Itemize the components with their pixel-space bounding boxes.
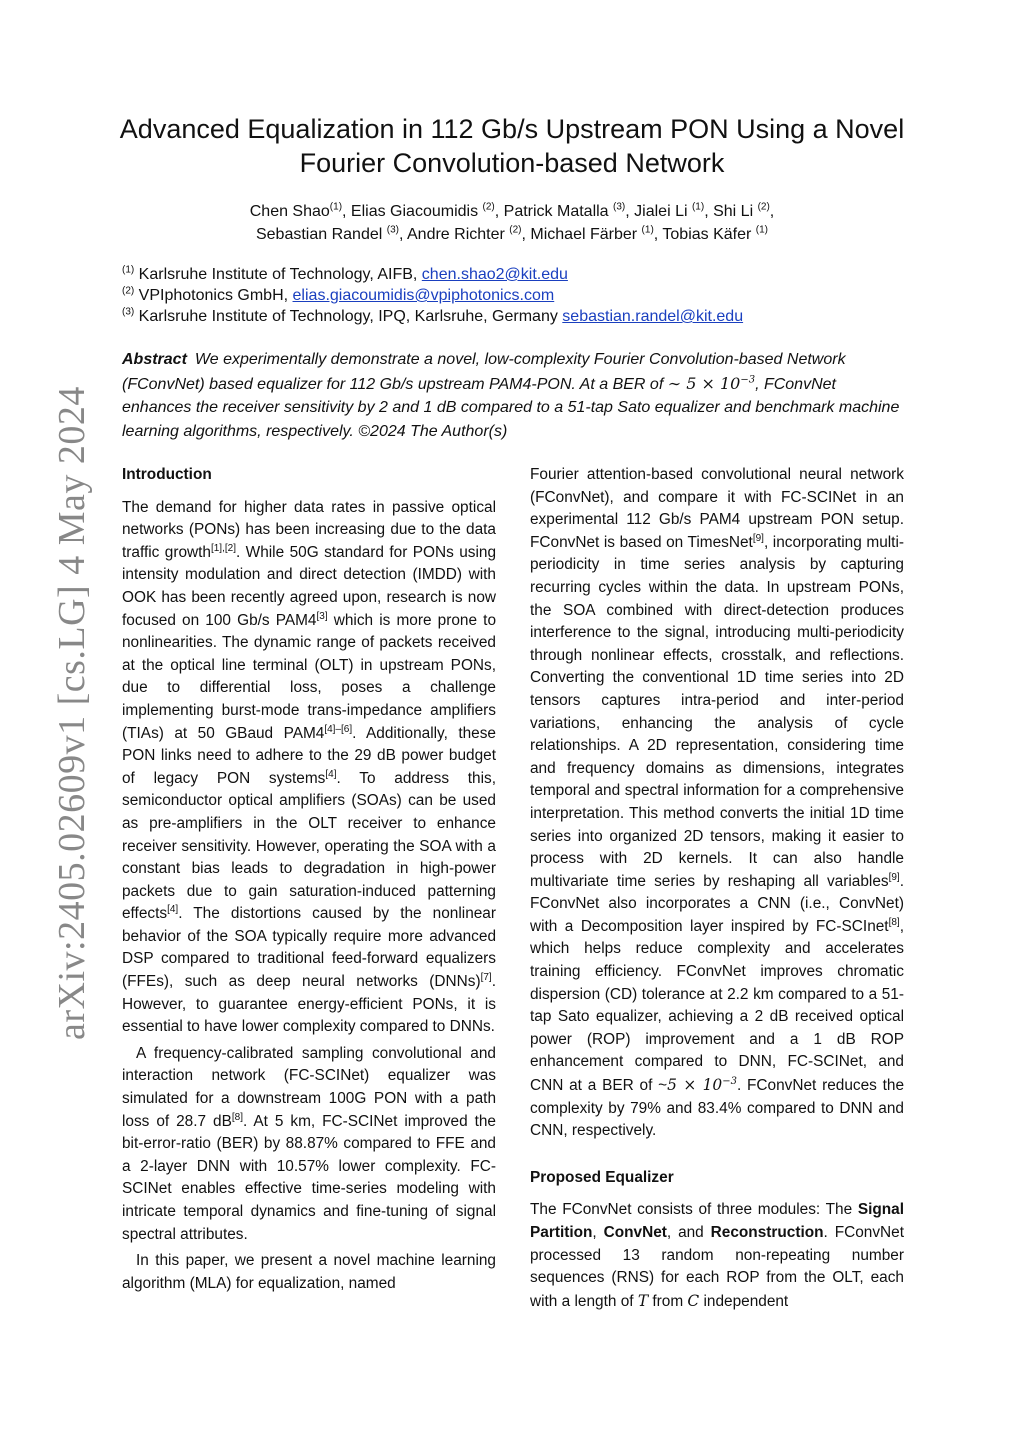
author-separator: ,	[494, 203, 504, 220]
module-name: Signal Partition	[530, 1201, 904, 1241]
text-run: ,	[592, 1224, 604, 1241]
author-separator: ,	[342, 203, 351, 220]
affiliation-number: (3)	[122, 306, 135, 318]
right-column	[530, 464, 904, 1313]
author-affiliation: (2)	[757, 201, 770, 213]
affiliation-3	[122, 306, 902, 327]
author-affiliation: (3)	[613, 201, 626, 213]
abstract	[122, 348, 904, 443]
section-heading-introduction: Introduction	[122, 466, 212, 483]
module-name: ConvNet	[603, 1224, 667, 1241]
author-affiliation: (1)	[329, 201, 343, 213]
author-line-2	[100, 223, 924, 246]
citation: [9]	[888, 871, 900, 883]
paper-title	[100, 112, 924, 180]
affiliation-text: Karlsruhe Institute of Technology, IPQ, Karlsruhe, Germany	[134, 308, 563, 325]
author: Elias Giacoumidis	[350, 203, 483, 220]
inline-math: 5 × 10	[667, 1076, 723, 1095]
paragraph	[122, 1043, 496, 1246]
text-run: . However, to guarantee energy-efficient PONs, it is essential to have lower complexity compared to DNNs.	[122, 973, 496, 1036]
citation: [4]	[167, 904, 179, 916]
module-name: Reconstruction	[710, 1224, 824, 1241]
email-link[interactable]: elias.giacoumidis@vpiphotonics.com	[292, 287, 555, 304]
abstract-text-end: , FConvNet enhances the receiver sensitivity by 2 and 1 dB compared to a 51-tap Sato equalizer and benchmark machine learning algorithms, respectively. ©2024 The Author(s)	[122, 375, 900, 440]
author-affiliation: (1)	[641, 224, 654, 236]
text-run: . FConvNet also incorporates a CNN (i.e., ConvNet) with a Decomposition layer inspired by FC-SCInet	[530, 872, 904, 935]
inline-math: C	[687, 1291, 700, 1310]
affiliation-2	[122, 285, 902, 306]
affiliation-1	[122, 264, 902, 285]
author-separator: ,	[704, 203, 714, 220]
abstract-math: ∼ 5 × 10	[667, 373, 741, 393]
text-run: which is more prone to nonlinearities. The dynamic range of packets received at the optical line terminal (OLT) in upstream PONs, due to differential loss, poses a challenge implementing burst-mode trans-impedance amplifiers (TIAs) at 50 GBaud PAM4	[122, 611, 497, 742]
affiliation-text: VPIphotonics GmbH,	[134, 287, 293, 304]
author-line-1	[100, 200, 924, 223]
citation: [8]	[231, 1111, 243, 1123]
author: Shi Li	[713, 203, 758, 220]
email-link[interactable]: sebastian.randel@kit.edu	[562, 308, 744, 325]
text-run: . FConvNet reduces the complexity by 79% and 83.4% compared to DNN and CNN, respectively.	[530, 1077, 905, 1140]
author-affiliation: (2)	[509, 224, 522, 236]
text-run: from	[648, 1292, 688, 1310]
text-run: . At 5 km, FC-SCINet improved the bit-error-ratio (BER) by 88.87% compared to FFE and a 2-layer DNN with 10.57% lower complexity. FC-SCINet enables effective time-series modeling with intricate temporal dynamics and fine-tuning of signal spectral attributes.	[122, 1112, 496, 1243]
author-separator: ,	[398, 226, 407, 243]
affiliations	[122, 264, 902, 327]
text-run: A frequency-calibrated sampling convolutional and interaction network (FC-SCINet) equalizer was simulated for a downstream 100G PON with a path loss of 28.7 dB	[122, 1044, 496, 1130]
author-affiliation: (1)	[755, 224, 769, 236]
inline-math: T	[637, 1291, 649, 1310]
title-line-2: Fourier Convolution-based Network	[299, 148, 725, 178]
text-run: , incorporating multi-periodicity in time series analysis by capturing recurring cycles within the data. In upstream PONs, the SOA combined with direct-detection produces interference to the signal, introducing multi-periodicity through nonlinear effects, crosstalk, and reflections. Converting the conventional 1D time series into 2D tensors captures intra-period and inter-period variations, enhancing the analysis of cycle relationships. A 2D representation, considering time and frequency domains as dimensions, integrates temporal and spectral information for a comprehensive interpretation. This method converts the initial 1D time series into organized 2D tensors, making it easier to process with 2D kernels. It can also handle multivariate time series by reshaping all variables	[530, 533, 904, 890]
paragraph	[530, 464, 904, 1143]
title-line-1: Advanced Equalization in 112 Gb/s Upstream PON Using a Novel	[119, 114, 905, 144]
author: Sebastian Randel	[255, 226, 387, 243]
author-affiliation: (2)	[482, 201, 495, 213]
paragraph	[530, 1199, 904, 1313]
text-run: . Additionally, these PON links need to adhere to the 29 dB power budget of legacy PON systems	[122, 724, 496, 787]
left-column	[122, 464, 496, 1295]
citation: [3]	[316, 610, 328, 622]
text-run: The demand for higher data rates in passive optical networks (PONs) has been increasing due to the data traffic growth	[122, 498, 496, 561]
author: Patrick Matalla	[503, 203, 614, 220]
abstract-label: Abstract	[122, 351, 187, 368]
author-separator: ,	[521, 226, 531, 243]
author-separator: ,	[769, 203, 775, 220]
citation: [1],[2]	[210, 542, 236, 554]
email-link[interactable]: chen.shao2@kit.edu	[421, 266, 568, 283]
author: Andre Richter	[407, 226, 510, 243]
arxiv-identifier: arXiv:2405.02609v1 [cs.LG] 4 May 2024	[51, 386, 93, 1040]
citation: [9]	[752, 532, 764, 544]
text-run: independent	[699, 1292, 789, 1310]
text-run: . FConvNet processed 13 random non-repeating number sequences (RNS) for each ROP from the OLT, each with a length of	[530, 1224, 904, 1310]
affiliation-number: (2)	[122, 285, 135, 297]
citation: [7]	[480, 971, 492, 983]
author: Tobias Käfer	[662, 226, 756, 243]
text-run: . While 50G standard for PONs using intensity modulation and direct detection (IMDD) with OOK has been recently agreed upon, research is now focused on 100 Gb/s PAM4	[122, 543, 497, 629]
text-run: , and	[666, 1224, 711, 1241]
paragraph: In this paper, we present a novel machine learning algorithm (MLA) for equalization, named	[122, 1252, 496, 1292]
text-run: , which helps reduce complexity and accelerates training efficiency. FConvNet improves chromatic dispersion (CD) tolerance at 2.2 km compared to a 51-tap Sato equalizer, achieving a 2 dB received optical power (ROP) improvement and a 1 dB ROP enhancement compared to DNN, FC-SCINet, and CNN at a BER of ~	[530, 917, 904, 1095]
author-affiliation: (3)	[386, 224, 399, 236]
text-run: The FConvNet consists of three modules: The	[530, 1201, 858, 1219]
author: Michael Färber	[530, 226, 642, 243]
paragraph	[122, 497, 496, 1039]
citation: [8]	[888, 916, 900, 928]
citation: [4]–[6]	[324, 723, 353, 735]
text-run: . The distortions caused by the nonlinear behavior of the SOA typically require more advanced DSP compared to traditional feed-forward equalizers (FFEs), such as deep neural networks (DNNs)	[122, 905, 496, 991]
author: Jialei Li	[634, 203, 692, 220]
author-list	[100, 200, 924, 246]
author-affiliation: (1)	[691, 201, 705, 213]
inline-math-exponent: −3	[722, 1075, 737, 1087]
citation: [4]	[325, 768, 337, 780]
affiliation-number: (1)	[122, 264, 135, 276]
abstract-math-exponent: −3	[740, 374, 756, 386]
author-separator: ,	[625, 203, 635, 220]
affiliation-text: Karlsruhe Institute of Technology, AIFB,	[134, 266, 422, 283]
author: Chen Shao	[249, 203, 330, 220]
author-separator: ,	[653, 226, 663, 243]
text-run: Fourier attention-based convolutional neural network (FConvNet), and compare it with FC-SCINet in an experimental 112 Gb/s PAM4 upstream PON setup. FConvNet is based on TimesNet	[530, 466, 904, 551]
section-heading-proposed-equalizer: Proposed Equalizer	[530, 1168, 674, 1186]
abstract-text: We experimentally demonstrate a novel, low-complexity Fourier Convolution-based Network (FConvNet) based equalizer for 112 Gb/s upstream PAM4-PON. At a BER of	[122, 351, 846, 393]
text-run: . To address this, semiconductor optical amplifiers (SOAs) can be used as pre-amplifiers in the OLT receiver to enhance receiver sensitivity. However, operating the SOA with a constant bias leads to degradation in high-power packets due to gain saturation-induced patterning effects	[122, 769, 496, 923]
